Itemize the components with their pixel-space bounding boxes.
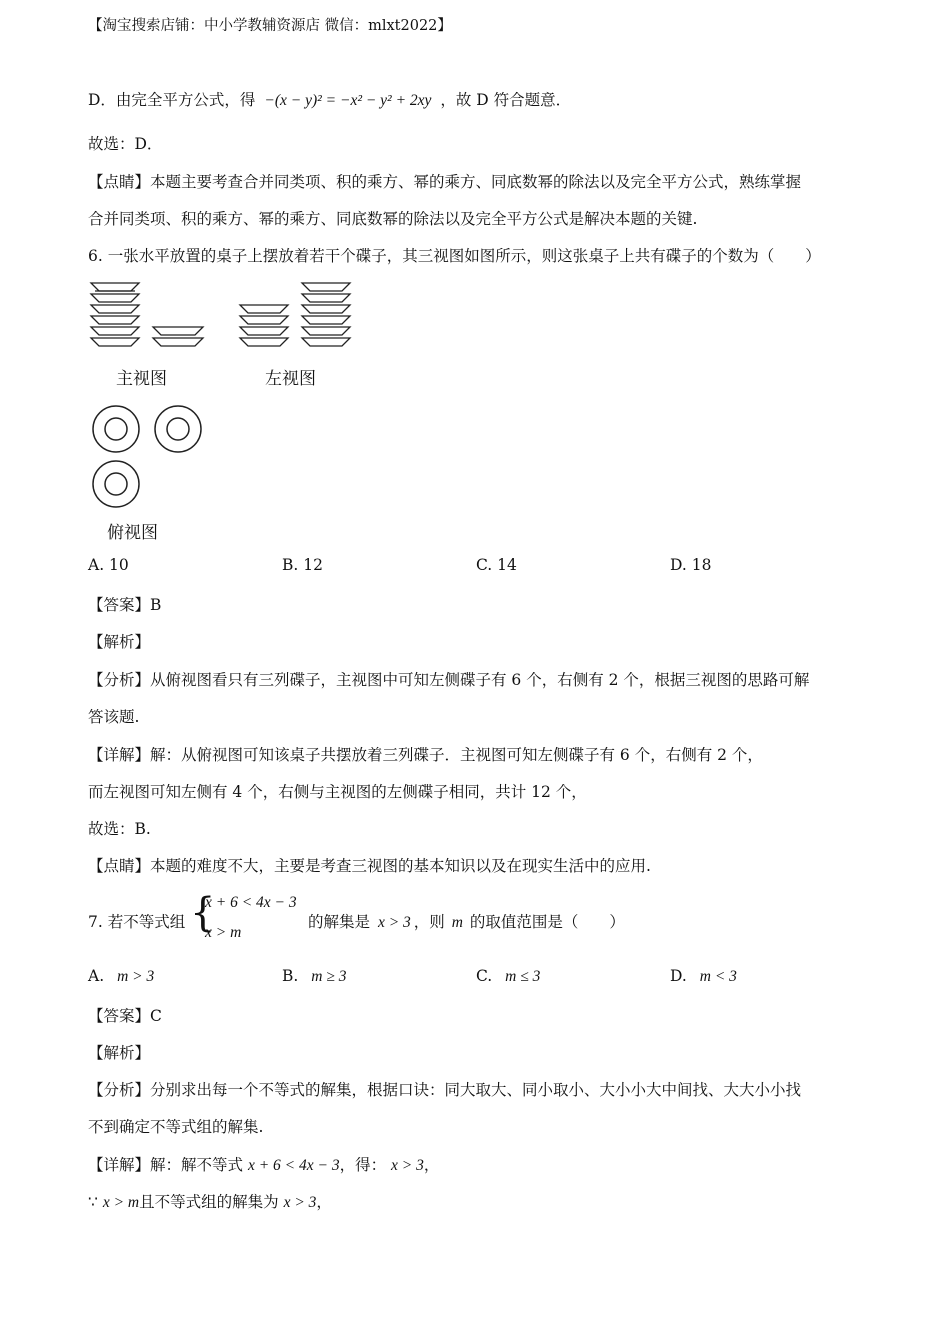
q7-option-c-expr: m ≤ 3 [505,968,541,985]
side-view-right-stack [302,283,350,346]
q6-stem: 6. 一张水平放置的桌子上摆放着若干个碟子，其三视图如图所示，则这张桌子上共有碟子的个数为（ ） [88,247,821,265]
q6-answer: 【答案】B [88,596,162,614]
q7-stem-mid: 的解集是 [308,913,371,931]
system-brace: { [190,890,216,936]
q7-var: m [451,914,463,931]
q6-comment: 【点睛】本题的难度不大，主要是考查三视图的基本知识以及在现实生活中的应用. [88,857,651,875]
because-symbol: ∵ [88,1193,98,1211]
q7-because-line [88,1190,332,1212]
q7-detail-end: ， [423,1156,440,1174]
q6-option-b: B. 12 [282,556,323,574]
q7-option-d [670,967,737,986]
q6-option-d: D. 18 [670,556,712,574]
q7-because-end: ， [316,1193,332,1211]
q7-fenxi-line1: 【分析】分别求出每一个不等式的解集，根据口诀：同大取大、同小取小、大小小大中间找、大大小小找 [88,1081,802,1099]
q7-answer: 【答案】C [88,1007,162,1025]
q7-because-sol: x > 3 [283,1194,317,1211]
q5-option-d-explanation [88,88,571,110]
q7-option-d-expr: m < 3 [699,968,737,985]
shop-header: 【淘宝搜索店铺：中小学教辅资源店 微信：mlxt2022】 [88,18,452,34]
q5-d-prefix: D．由完全平方公式，得 [88,91,256,109]
q6-option-c: C. 14 [476,556,517,574]
top-view-plates [93,406,201,507]
q7-detail-result: x > 3 [391,1157,424,1174]
q7-stem-suffix: 的取值范围是（ ） [469,913,625,931]
q7-option-c [476,967,540,986]
three-view-figure [85,276,365,546]
front-view-left-stack [91,283,139,346]
q7-stem-prefix: 7. 若不等式组 [88,913,186,931]
q7-option-b-expr: m ≥ 3 [311,968,347,985]
q7-ineq-2: x > m [205,924,242,941]
q7-stem-mid2: ，则 [413,913,445,931]
q7-option-b [282,967,346,986]
q6-detail-line1: 【详解】解：从俯视图可知该桌子共摆放着三列碟子．主视图可知左侧碟子有 6 个，右侧有 2 个， [88,746,763,764]
q7-detail-mid: ，得： [339,1156,387,1174]
q7-option-d-letter: D. [670,967,687,985]
side-view-label: 左视图 [265,369,316,389]
q7-detail-prefix: 【详解】解：解不等式 [88,1156,244,1174]
side-view-left-stack [240,305,288,346]
q7-detail-ineq: x + 6 < 4x − 3 [247,1157,340,1174]
q7-detail-line [88,1153,439,1175]
q5-comment-line2: 合并同类项、积的乘方、幂的乘方、同底数幂的除法以及完全平方公式是解决本题的关键. [88,210,698,228]
q6-choice: 故选：B. [88,820,151,838]
q7-option-c-letter: C. [476,967,493,985]
q6-fenxi-line1: 【分析】从俯视图看只有三列碟子，主视图中可知左侧碟子有 6 个，右侧有 2 个，根据三视图的思路可解 [88,671,810,689]
q7-option-b-letter: B. [282,967,299,985]
top-view-label: 俯视图 [107,523,158,543]
front-view-right-stack [153,327,203,346]
q5-choice: 故选：D． [88,135,163,153]
q6-analysis-title: 【解析】 [88,633,151,651]
q7-analysis-title: 【解析】 [88,1044,151,1062]
q7-solution: x > 3 [377,914,411,931]
q7-ineq-1: x + 6 < 4x − 3 [205,894,297,911]
front-view-label: 主视图 [116,369,167,389]
q7-option-a [88,967,154,986]
q7-option-a-expr: m > 3 [117,968,155,985]
q7-stem-rest [308,910,625,932]
q5-d-suffix: ，故 D 符合题意． [440,91,572,109]
q7-because-ineq: x > m [102,1194,140,1211]
q6-option-a: A. 10 [88,556,129,574]
q7-option-a-letter: A. [88,967,105,985]
q6-detail-line2: 而左视图可知左侧有 4 个，右侧与主视图的左侧碟子相同，共计 12 个， [88,783,587,801]
q7-fenxi-line2: 不到确定不等式组的解集. [88,1118,264,1136]
q6-fenxi-line2: 答该题. [88,708,140,726]
q7-because-mid: 且不等式组的解集为 [139,1193,279,1211]
q5-comment-line1: 【点睛】本题主要考查合并同类项、积的乘方、幂的乘方、同底数幂的除法以及完全平方公式，熟练掌握 [88,173,802,191]
q5-d-formula: −(x − y)² = −x² − y² + 2xy [264,92,432,109]
